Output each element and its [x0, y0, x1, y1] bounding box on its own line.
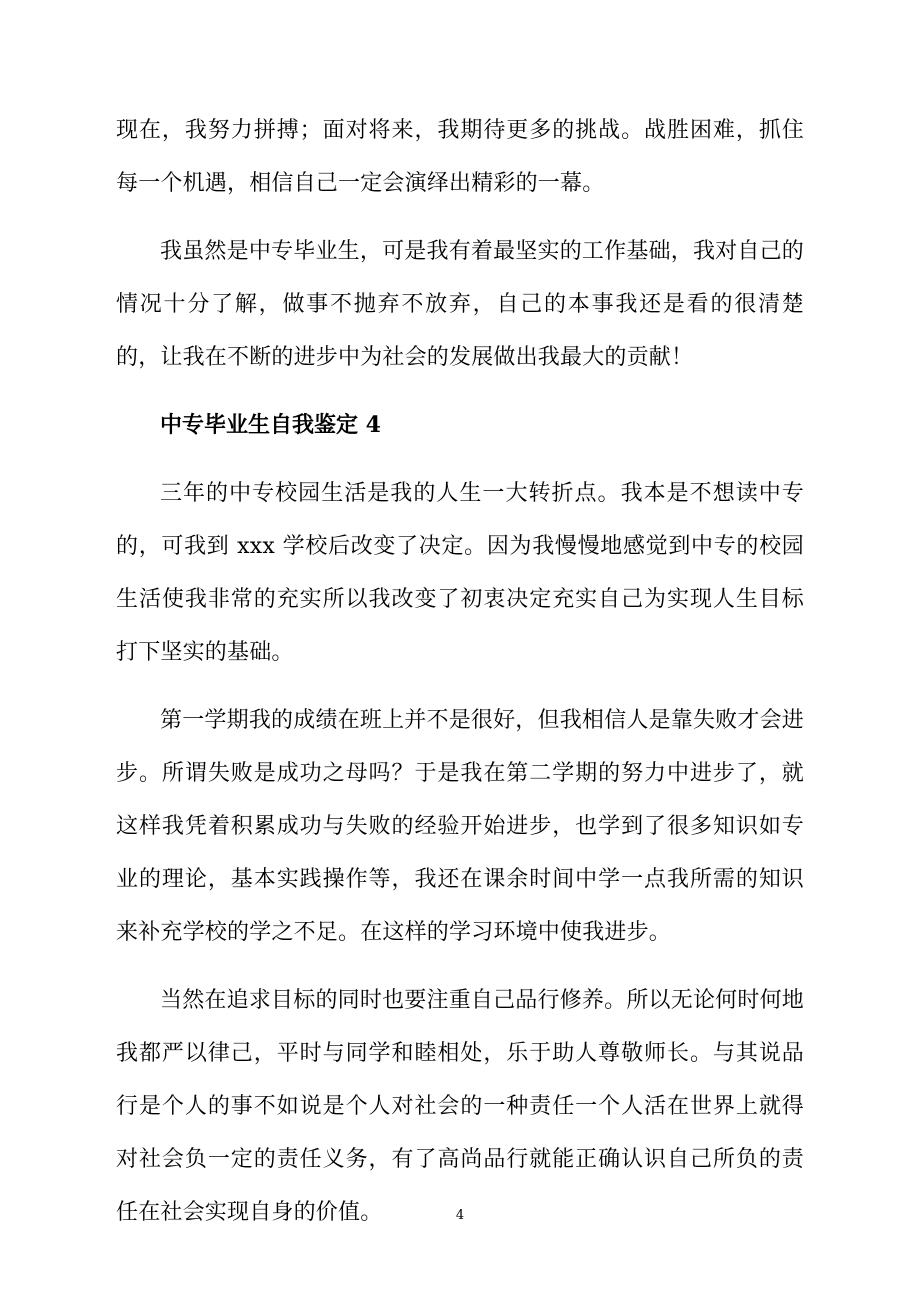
- paragraph: 我虽然是中专毕业生，可是我有着最坚实的工作基础，我对自己的情况十分了解，做事不抛弃不放弃，自己的本事我还是看的很清楚的，让我在不断的进步中为社会的发展做出我最大的贡献！: [116, 239, 804, 370]
- page-number: 4: [455, 1208, 465, 1223]
- paragraph: 第一学期我的成绩在班上并不是很好，但我相信人是靠失败才会进步。所谓失败是成功之母吗？于是我在第二学期的努力中进步了，就这样我凭着积累成功与失败的经验开始进步，也学到了很多知识如专业的理论，基本实践操作等，我还在课余时间中学一点我所需的知识来补充学校的学之不足。在这样的学习环境中使我进步。: [116, 708, 804, 945]
- document-body: [116, 104, 804, 1254]
- paragraph: 当然在追求目标的同时也要注重自己品行修养。所以无论何时何地我都严以律己，平时与同学和睦相处，乐于助人尊敬师长。与其说品行是个人的事不如说是个人对社会的一种责任一个人活在世界上就得对社会负一定的责任义务，有了高尚品行就能正确认识自己所负的责任在社会实现自身的价值。: [116, 988, 804, 1225]
- paragraph: 三年的中专校园生活是我的人生一大转折点。我本是不想读中专的，可我到 xxx 学校后改变了决定。因为我慢慢地感觉到中专的校园生活使我非常的充实所以我改变了初衷决定充实自己为实现人生目标打下坚实的基础。: [116, 481, 804, 665]
- paragraph-continuation: 现在，我努力拼搏；面对将来，我期待更多的挑战。战胜困难，抓住每一个机遇，相信自己一定会演绎出精彩的一幕。: [116, 118, 804, 196]
- section-heading: 中专毕业生自我鉴定 4: [160, 412, 381, 438]
